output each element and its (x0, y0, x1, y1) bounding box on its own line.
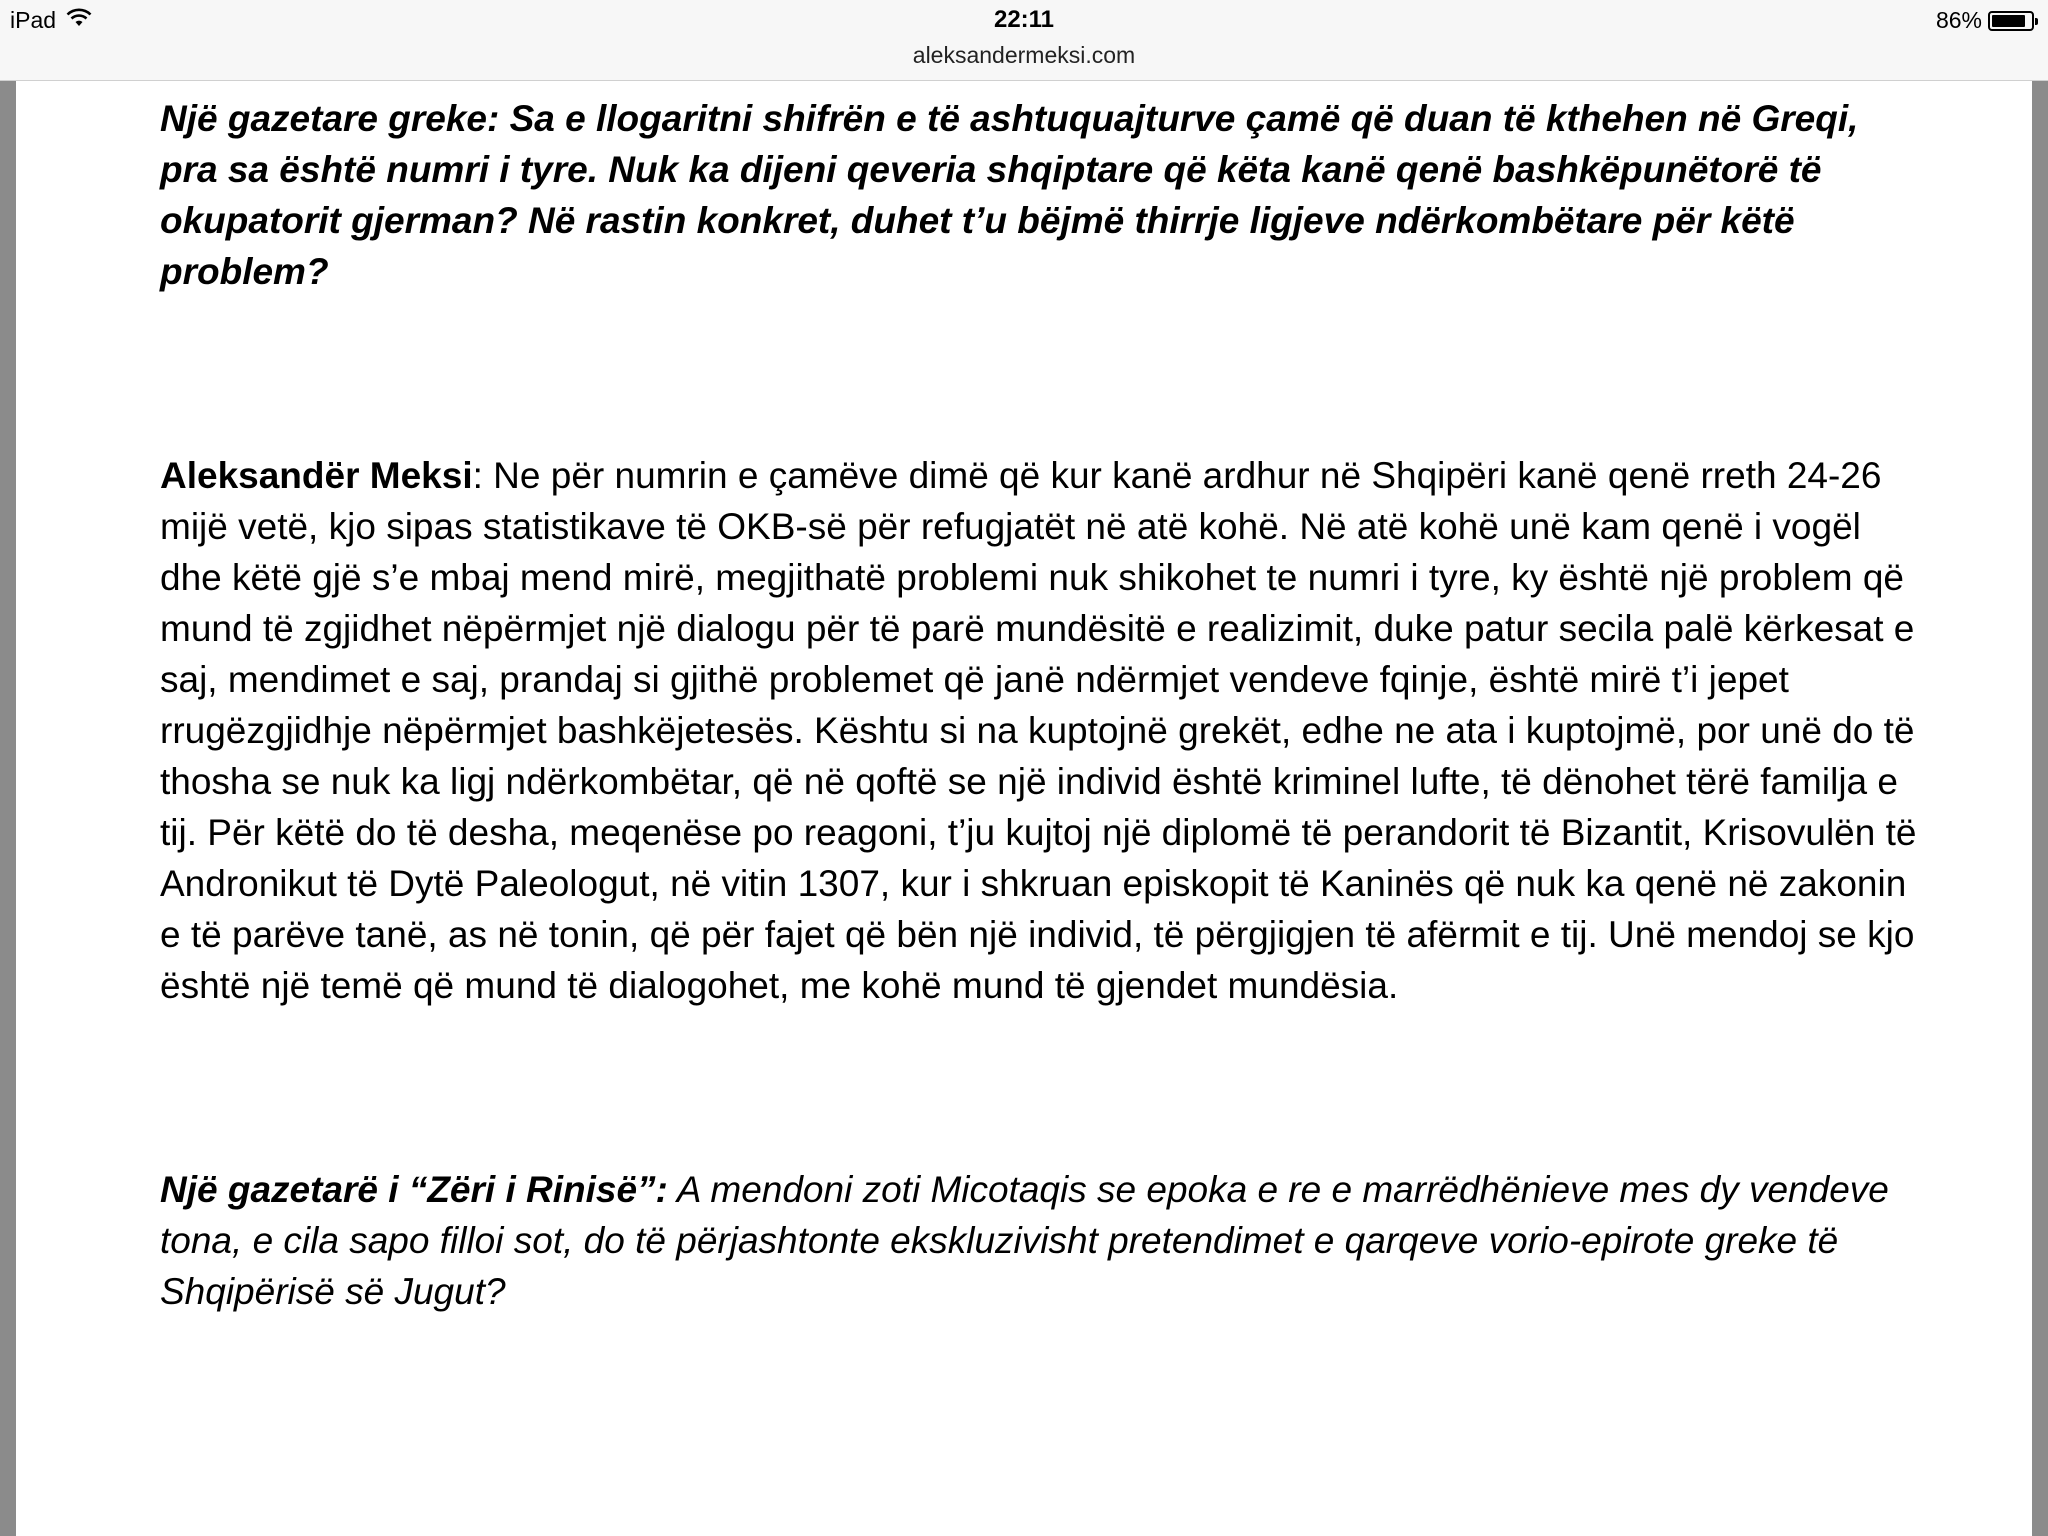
clock: 22:11 (993, 6, 1055, 33)
answer-text: : Ne për numrin e çamëve dimë që kur kanë ardhur në Shqipëri kanë qenë rreth 24-26 mijë vetë, kjo sipas statistikave të OKB-së për refugjatët në atë kohë. Në atë kohë unë kam qenë i vogël dhe këtë gjë s’e mbaj mend mirë, megjithatë problemi nuk shikohet te numri i tyre, ky është një problem që mund të zgjidhet nëpërmjet një dialogu për të parë mundësitë e realizimit, duke patur secila palë kërkesat e saj, mendimet e saj, prandaj si gjithë problemet që janë ndërmjet vendeve fqinje, është mirë t’i jepet rrugëzgjidhje nëpërmjet bashkëjetesës. Kështu si na kuptojnë grekët, edhe ne ata i kuptojmë, por unë do të thosha se nuk ka ligj ndërkombëtar, që në qoftë se një individ është kriminel lufte, të dënohet tërë familja e tij. Për këtë do të desha, meqenëse po reagoni, t’ju kujtoj një diplomë të perandorit të Bizantit, Krisovulën të Andronikut të Dytë Paleologut, në vitin 1307, kur i shkruan episkopit të Kaninës që nuk ka qenë në zakonin e të parëve tanë, as në tonin, që për fajet që bën një individ, të përgjigjen të afërmit e tij. Unë mendoj se kjo është një temë që mund të dialogohet, me kohë mund të gjendet mundësia. (160, 455, 1917, 1006)
question-1: Një gazetare greke: Sa e llogaritni shifrën e të ashtuquajturve çamë që duan të kthehen në Greqi, pra sa është numri i tyre. Nuk ka dijeni qeveria shqiptare që këta kanë qenë bashkëpunëtorë të okupatorit gjerman? Në rastin konkret, duhet t’u bëjmë thirrje ligjeve ndërkombëtare për këtë problem? (160, 98, 1859, 292)
battery-level (1992, 15, 2025, 27)
address-bar[interactable] (0, 40, 2048, 81)
url-text[interactable]: aleksandermeksi.com (912, 42, 1136, 68)
article-content (160, 93, 1920, 1317)
battery-icon (1988, 11, 2034, 31)
question-2-text: A mendoni zoti Micotaqis se epoka e re e marrëdhënieve mes dy vendeve tona, e cila sapo filloi sot, do të përjashtonte ekskluzivisht pretendimet e qarqeve vorio-epirote greke të Shqipërisë së Jugut? (160, 1169, 1889, 1312)
battery-percent: 86% (1935, 7, 1982, 33)
answer-speaker: Aleksandër Meksi (160, 455, 473, 496)
question-2 (160, 1164, 1920, 1317)
question-2-lead: Një gazetarë i “Zëri i Rinisë”: (160, 1169, 668, 1210)
spacer (160, 1011, 1920, 1164)
status-bar (0, 0, 2048, 40)
status-right (1936, 7, 2034, 34)
answer-paragraph (160, 450, 1920, 1011)
spacer (160, 297, 1920, 450)
web-page[interactable] (16, 81, 2032, 1536)
device-label: iPad (10, 7, 57, 33)
